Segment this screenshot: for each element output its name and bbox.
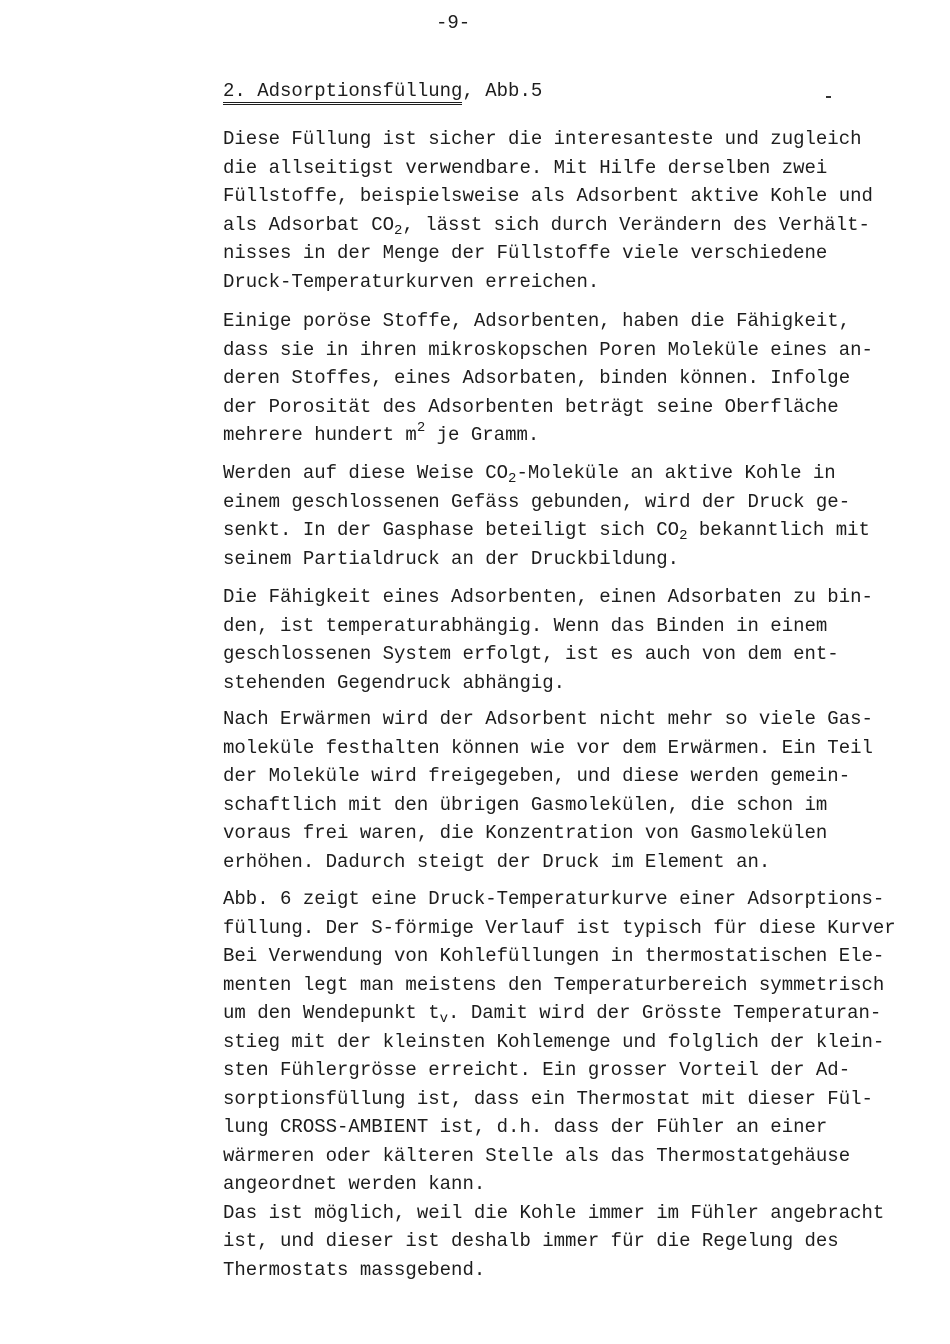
text-line: angeordnet werden kann. [223,1173,486,1195]
text-line: Druck-Temperaturkurven erreichen. [223,270,600,293]
page-number: -9- [436,12,471,34]
text-segment: mehrere hundert m [223,424,417,446]
text-line: Füllstoffe, beispielsweise als Adsorbent aktive Kohle und [223,185,873,207]
subscript: 2 [679,528,688,544]
text-line [223,516,870,545]
superscript: 2 [416,420,426,436]
text-line: Abb. 6 zeigt eine Druck-Temperaturkurve einer Adsorptions- [223,888,885,910]
text-line: nisses in der Menge der Füllstoffe viele verschiedene [223,242,828,264]
text-line: Diese Füllung ist sicher die interesanteste und zugleich [223,128,862,150]
paragraph-6 [223,885,896,1284]
text-line: Einige poröse Stoffe, Adsorbenten, haben die Fähigkeit, [223,310,851,332]
text-line: Bei Verwendung von Kohlefüllungen in thermostatischen Ele- [223,945,885,967]
figure-reference: , Abb.5 [462,80,543,102]
text-segment: Werden auf diese Weise CO [223,462,509,484]
text-line: Nach Erwärmen wird der Adsorbent nicht mehr so viele Gas- [223,708,873,730]
section-heading [223,80,542,102]
text-line: erhöhen. Dadurch steigt der Druck im Element an. [223,850,771,873]
paragraph-3 [223,459,870,573]
text-line: geschlossenen System erfolgt, ist es auch von dem ent- [223,643,839,665]
subscript: 2 [508,471,517,487]
text-line: füllung. Der S-förmige Verlauf ist typisch für diese Kurver [223,916,896,939]
text-segment: um den Wendepunkt t [223,1002,440,1024]
subscript: v [439,1011,449,1027]
text-line: der Porosität des Adsorbenten beträgt seine Oberfläche [223,395,839,418]
stray-mark [826,96,831,98]
text-line: Thermostats massgebend. [223,1258,486,1281]
text-line: stehenden Gegendruck abhängig. [223,671,566,694]
text-segment: . Damit wird der Grösste Temperaturan- [448,1002,882,1024]
text-segment: -Moleküle an aktive Kohle in [516,462,836,484]
text-segment: je Gramm. [425,424,540,446]
text-line: stieg mit der kleinsten Kohlemenge und folglich der klein- [223,1030,885,1053]
text-line: deren Stoffes, eines Adsorbaten, binden können. Infolge [223,367,851,389]
text-segment: senkt. In der Gasphase beteiligt sich CO [223,519,680,541]
text-line: schaftlich mit den übrigen Gasmolekülen, die schon im [223,793,828,816]
text-line: wärmeren oder kälteren Stelle als das Thermostatgehäuse [223,1144,851,1167]
text-segment: als Adsorbat CO [223,213,395,236]
text-line: einem geschlossenen Gefäss gebunden, wird der Druck ge- [223,490,851,513]
text-line: voraus frei waren, die Konzentration von Gasmolekülen [223,822,828,844]
paragraph-4 [223,583,873,697]
text-line: seinem Partialdruck an der Druckbildung. [223,547,680,570]
text-line: menten legt man meistens den Temperaturbereich symmetrisch [223,973,885,996]
text-line: der Moleküle wird freigegeben, und diese werden gemein- [223,765,851,787]
paragraph-5 [223,705,873,876]
text-line: lung CROSS-AMBIENT ist, d.h. dass der Fühler an einer [223,1116,828,1138]
text-segment: bekanntlich mit [687,519,870,541]
text-line: ist, und dieser ist deshalb immer für die Regelung des [223,1230,839,1252]
text-line: sorptionsfüllung ist, dass ein Thermostat mit dieser Fül- [223,1087,873,1110]
text-line: Die Fähigkeit eines Adsorbenten, einen Adsorbaten zu bin- [223,586,873,608]
paragraph-2 [223,307,873,450]
text-line: dass sie in ihren mikroskopschen Poren Moleküle eines an- [223,338,873,361]
text-line: moleküle festhalten können wie vor dem Erwärmen. Ein Teil [223,736,873,759]
text-line [223,459,870,488]
text-segment: , lässt sich durch Verändern des Verhält- [402,213,870,236]
section-title: 2. Adsorptionsfüllung [223,80,462,105]
text-line [223,421,873,450]
paragraph-1 [223,125,873,296]
text-line: den, ist temperaturabhängig. Wenn das Binden in einem [223,614,828,637]
text-line: sten Fühlergrösse erreicht. Ein grosser Vorteil der Ad- [223,1059,851,1081]
text-line [223,211,873,240]
text-line: Das ist möglich, weil die Kohle immer im Fühler angebracht [223,1201,885,1224]
text-line [223,999,896,1028]
text-line: die allseitigst verwendbare. Mit Hilfe derselben zwei [223,156,828,179]
subscript: 2 [394,222,403,239]
